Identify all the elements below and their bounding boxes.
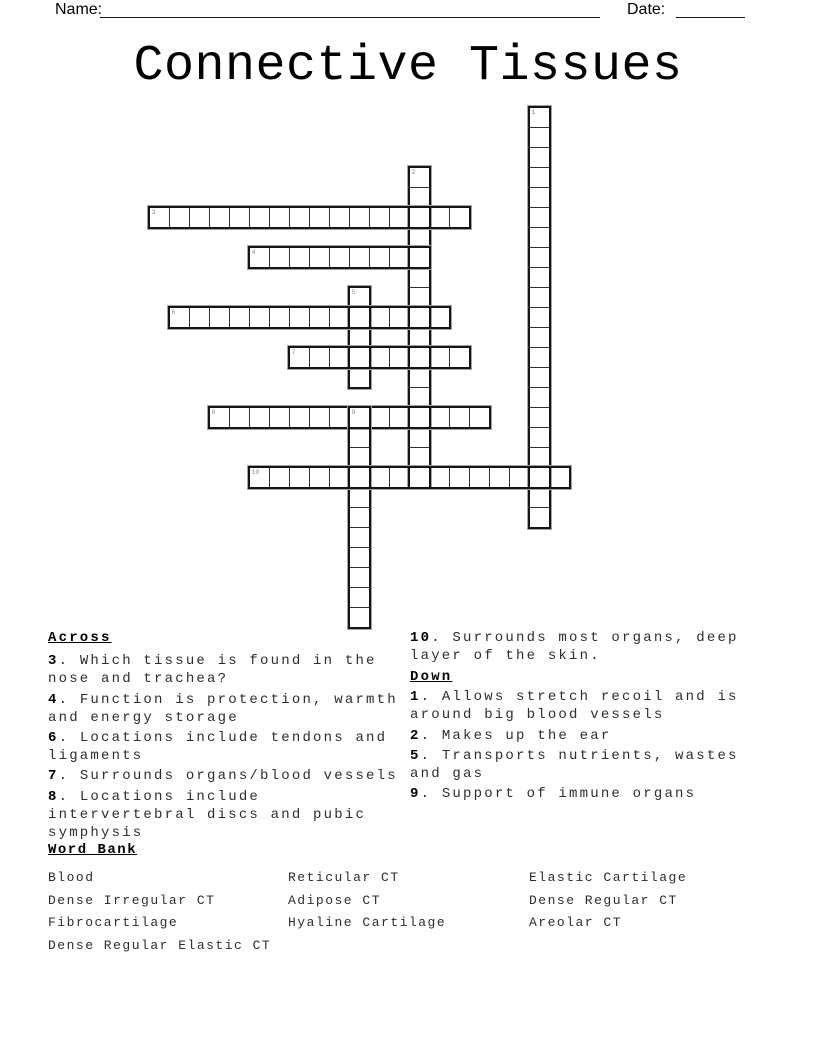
clue-down-2 — [410, 727, 752, 745]
crossword-cell[interactable] — [269, 307, 290, 328]
crossword-cell[interactable] — [529, 327, 550, 348]
crossword-cell[interactable] — [409, 247, 430, 268]
crossword-cell[interactable] — [409, 327, 430, 348]
crossword-cell[interactable] — [369, 467, 390, 488]
crossword-cell[interactable] — [369, 207, 390, 228]
crossword-cell[interactable] — [529, 147, 550, 168]
crossword-cell[interactable] — [349, 367, 370, 388]
name-label: Name: — [55, 1, 103, 18]
crossword-cell[interactable] — [549, 467, 570, 488]
crossword-cell[interactable] — [529, 227, 550, 248]
crossword-cell[interactable] — [269, 247, 290, 268]
crossword-cell[interactable] — [409, 227, 430, 248]
crossword-number-8: 8 — [211, 408, 216, 416]
crossword-cell[interactable] — [529, 347, 550, 368]
crossword-number-7: 7 — [291, 348, 296, 356]
crossword-cell[interactable] — [269, 467, 290, 488]
crossword-cell[interactable] — [269, 407, 290, 428]
crossword-cell[interactable] — [369, 307, 390, 328]
crossword-cell[interactable] — [309, 467, 330, 488]
clue-text: Transports nutrients, wastes and gas — [410, 747, 739, 782]
crossword-cell[interactable] — [309, 307, 330, 328]
clue-number: 7 . — [48, 768, 80, 784]
crossword-cell[interactable] — [449, 347, 470, 368]
word-bank-column-1 — [48, 867, 288, 957]
crossword-cell[interactable] — [289, 207, 310, 228]
crossword-cell[interactable] — [529, 187, 550, 208]
crossword-cell[interactable] — [289, 407, 310, 428]
crossword-cell[interactable] — [389, 307, 410, 328]
clue-text: Support of immune organs — [441, 786, 697, 803]
crossword-cell[interactable] — [249, 207, 270, 228]
clue-down-9 — [410, 785, 752, 803]
crossword-cell[interactable] — [389, 347, 410, 368]
word-bank-item: Dense Regular CT — [529, 892, 678, 908]
clue-across-8 — [48, 788, 406, 843]
crossword-cell[interactable] — [389, 207, 410, 228]
crossword-cell[interactable] — [409, 427, 430, 448]
crossword-cell[interactable] — [529, 427, 550, 448]
crossword-cell[interactable] — [449, 207, 470, 228]
crossword-cell[interactable] — [529, 387, 550, 408]
word-bank-item: Areolar CT — [529, 915, 623, 930]
crossword-cell[interactable] — [409, 207, 430, 228]
crossword-number-9: 9 — [351, 408, 356, 416]
crossword-cell[interactable] — [309, 247, 330, 268]
word-bank-item: Dense Irregular CT — [48, 892, 216, 908]
clue-down-1 — [410, 688, 752, 724]
crossword-cell[interactable] — [209, 207, 230, 228]
crossword-cell[interactable] — [429, 307, 450, 328]
crossword-cell[interactable] — [249, 307, 270, 328]
clue-text: Surrounds most organs, deep layer of the skin. — [410, 630, 739, 665]
crossword-cell[interactable] — [349, 607, 370, 628]
clue-number: 3 . — [48, 653, 80, 669]
crossword-cell[interactable] — [489, 467, 510, 488]
crossword-cell[interactable] — [329, 347, 350, 368]
clue-across-10 — [410, 629, 752, 665]
down-heading: Down — [410, 668, 453, 685]
crossword-number-2: 2 — [411, 168, 416, 176]
crossword-number-5: 5 — [351, 288, 356, 296]
word-bank-item: Dense Regular Elastic CT — [48, 937, 272, 953]
crossword-cell[interactable] — [349, 307, 370, 328]
crossword-cell[interactable] — [529, 247, 550, 268]
clue-number: 4 . — [48, 692, 80, 708]
clue-number: 8 . — [48, 789, 80, 805]
crossword-cell[interactable] — [529, 287, 550, 308]
crossword-cell[interactable] — [349, 207, 370, 228]
crossword-cell[interactable] — [529, 207, 550, 228]
crossword-cell[interactable] — [409, 307, 430, 328]
crossword-cell[interactable] — [289, 467, 310, 488]
clues-right-column — [410, 629, 752, 805]
word-bank-item: Fibrocartilage — [48, 915, 179, 930]
crossword-cell[interactable] — [389, 407, 410, 428]
clue-text: Which tissue is found in the nose and trachea? — [48, 653, 377, 688]
word-bank-item: Elastic Cartilage — [529, 870, 688, 885]
crossword-cell[interactable] — [309, 407, 330, 428]
clue-number: 9 . — [410, 786, 442, 802]
crossword-cell[interactable] — [189, 307, 210, 328]
crossword-cell[interactable] — [409, 267, 430, 288]
crossword-cell[interactable] — [509, 467, 530, 488]
crossword-cell[interactable] — [529, 447, 550, 468]
clue-number: 5 . — [410, 748, 442, 764]
clue-text: Function is protection, warmth and energy storage — [48, 691, 398, 726]
crossword-cell[interactable] — [409, 407, 430, 428]
crossword-cell[interactable] — [409, 347, 430, 368]
crossword-cell[interactable] — [329, 207, 350, 228]
crossword-cell[interactable] — [529, 267, 550, 288]
crossword-cell[interactable] — [169, 207, 190, 228]
crossword-cell[interactable] — [429, 467, 450, 488]
crossword-cell[interactable] — [329, 407, 350, 428]
crossword-cell[interactable] — [349, 487, 370, 508]
crossword-cell[interactable] — [529, 307, 550, 328]
crossword-number-3: 3 — [151, 208, 156, 216]
crossword-cell[interactable] — [529, 407, 550, 428]
crossword-cell[interactable] — [349, 567, 370, 588]
crossword-cell[interactable] — [429, 347, 450, 368]
clue-across-3 — [48, 652, 406, 688]
crossword-cell[interactable] — [409, 287, 430, 308]
page-title: Connective Tissues — [133, 38, 683, 95]
crossword-cell[interactable] — [249, 407, 270, 428]
crossword-cell[interactable] — [349, 427, 370, 448]
crossword-cell[interactable] — [309, 347, 330, 368]
crossword-cell[interactable] — [229, 307, 250, 328]
crossword-cell[interactable] — [329, 467, 350, 488]
crossword-cell[interactable] — [529, 507, 550, 528]
crossword-cell[interactable] — [349, 527, 370, 548]
clue-across-4 — [48, 691, 406, 727]
clue-text: Locations include intervertebral discs and pubic symphysis — [48, 788, 367, 842]
clue-across-6 — [48, 729, 406, 765]
word-bank-item: Blood — [48, 870, 95, 885]
crossword-cell[interactable] — [409, 387, 430, 408]
clue-text: Surrounds organs/blood vessels — [79, 768, 398, 785]
crossword-cell[interactable] — [529, 127, 550, 148]
word-bank-column-2 — [288, 867, 529, 957]
across-heading: Across — [48, 630, 112, 646]
word-bank-item: Reticular CT — [288, 870, 400, 885]
crossword-cell[interactable] — [429, 407, 450, 428]
crossword-cell[interactable] — [529, 487, 550, 508]
crossword-cell[interactable] — [229, 407, 250, 428]
crossword-number-1: 1 — [531, 108, 536, 116]
clues-left-column — [48, 629, 406, 844]
clue-text: Makes up the ear — [441, 727, 612, 744]
clue-number: 10 . — [410, 630, 452, 646]
crossword-cell[interactable] — [349, 467, 370, 488]
crossword-cell[interactable] — [289, 307, 310, 328]
crossword-cell[interactable] — [449, 407, 470, 428]
crossword-cell[interactable] — [309, 207, 330, 228]
word-bank-item: Adipose CT — [288, 892, 382, 908]
crossword-cell[interactable] — [409, 187, 430, 208]
crossword-cell[interactable] — [349, 247, 370, 268]
clue-down-5 — [410, 747, 752, 783]
crossword-cell[interactable] — [349, 447, 370, 468]
clue-number: 2 . — [410, 728, 442, 744]
crossword-cell[interactable] — [349, 547, 370, 568]
crossword-cell[interactable] — [209, 307, 230, 328]
crossword-cell[interactable] — [429, 207, 450, 228]
crossword-cell[interactable] — [349, 587, 370, 608]
crossword-cell[interactable] — [369, 347, 390, 368]
crossword-cell[interactable] — [349, 347, 370, 368]
crossword-cell[interactable] — [189, 207, 210, 228]
clue-across-7 — [48, 767, 406, 785]
crossword-cell[interactable] — [389, 467, 410, 488]
crossword-number-10: 10 — [251, 468, 260, 476]
crossword-cell[interactable] — [269, 207, 290, 228]
crossword-cell[interactable] — [389, 247, 410, 268]
word-bank-column-3 — [529, 867, 769, 957]
crossword-cell[interactable] — [329, 307, 350, 328]
crossword-cell[interactable] — [409, 447, 430, 468]
crossword-cell[interactable] — [469, 467, 490, 488]
word-bank — [48, 842, 778, 957]
crossword-cell[interactable] — [529, 467, 550, 488]
crossword-cell[interactable] — [289, 247, 310, 268]
crossword-cell[interactable] — [329, 247, 350, 268]
crossword-number-4: 4 — [251, 248, 256, 256]
word-bank-item: Hyaline Cartilage — [288, 915, 447, 930]
crossword-cell[interactable] — [369, 407, 390, 428]
crossword-cell[interactable] — [529, 167, 550, 188]
crossword-cell[interactable] — [449, 467, 470, 488]
clue-text: Allows stretch recoil and is around big blood vessels — [410, 689, 739, 724]
clue-number: 6 . — [48, 730, 80, 746]
crossword-cell[interactable] — [369, 247, 390, 268]
crossword-cell[interactable] — [409, 467, 430, 488]
word-bank-heading: Word Bank — [48, 842, 138, 858]
crossword-cell[interactable] — [409, 367, 430, 388]
crossword-cell[interactable] — [349, 507, 370, 528]
clue-number: 1 . — [410, 689, 442, 705]
clue-text: Locations include tendons and ligaments — [48, 730, 388, 765]
crossword-cell[interactable] — [349, 327, 370, 348]
crossword-cell[interactable] — [469, 407, 490, 428]
date-label: Date: — [627, 1, 666, 18]
crossword-number-6: 6 — [171, 308, 176, 316]
crossword-cell[interactable] — [229, 207, 250, 228]
crossword-cell[interactable] — [529, 367, 550, 388]
